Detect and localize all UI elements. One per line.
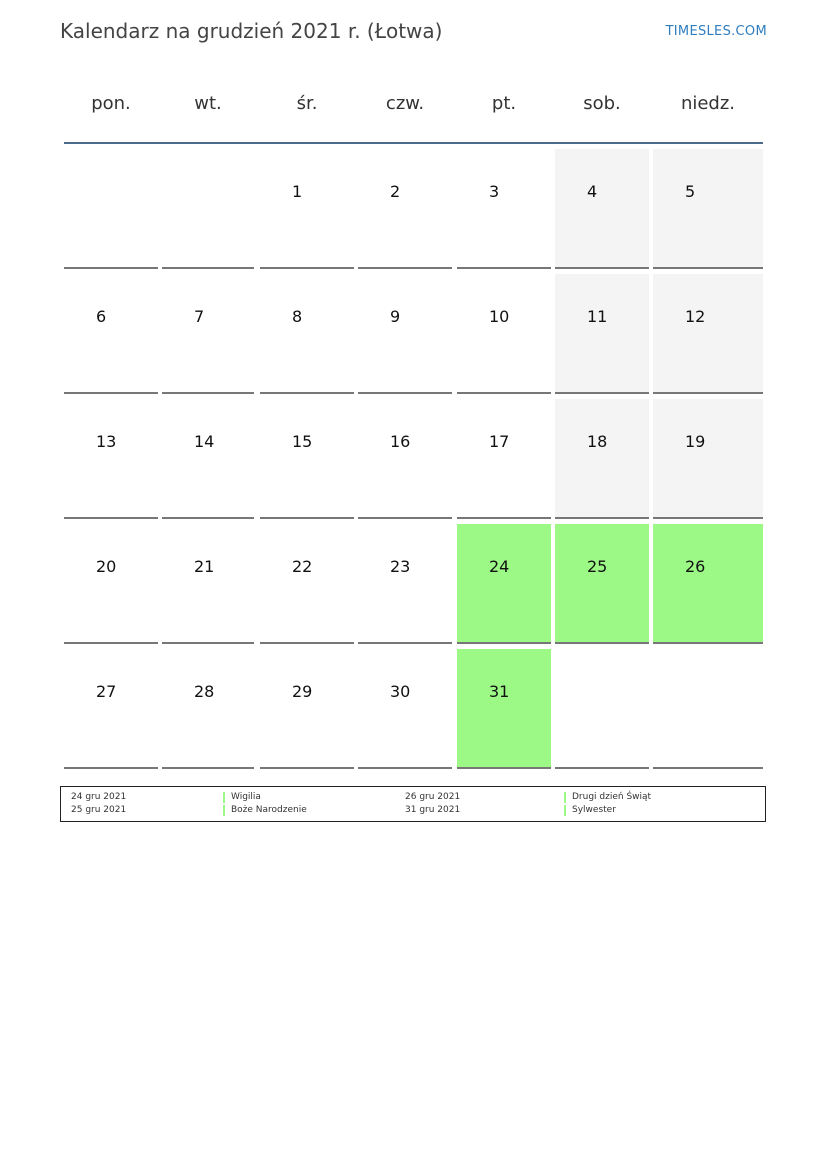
weekday-label: sob. — [583, 93, 621, 114]
day-number: 22 — [292, 557, 313, 576]
legend-holiday-name: Sylwester — [572, 805, 616, 815]
day-cell — [64, 649, 158, 769]
day-number: 27 — [96, 682, 117, 701]
day-number: 18 — [587, 432, 608, 451]
day-cell — [555, 399, 649, 519]
day-cell — [653, 399, 763, 519]
day-cell — [653, 524, 763, 644]
day-number: 9 — [390, 307, 401, 326]
day-number: 2 — [390, 182, 401, 201]
day-cell — [64, 274, 158, 394]
day-cell — [260, 274, 354, 394]
day-cell — [653, 274, 763, 394]
day-number: 15 — [292, 432, 313, 451]
legend-color-marker — [564, 792, 566, 803]
legend-color-marker — [223, 792, 225, 803]
day-cell — [457, 399, 551, 519]
weekday-label: niedz. — [680, 93, 736, 114]
legend-color-marker — [564, 805, 566, 816]
day-number: 25 — [587, 557, 608, 576]
day-number: 26 — [685, 557, 706, 576]
day-number: 29 — [292, 682, 313, 701]
day-number: 19 — [685, 432, 706, 451]
day-number: 7 — [194, 307, 205, 326]
day-cell — [358, 149, 452, 269]
day-cell — [358, 649, 452, 769]
day-cell — [555, 524, 649, 644]
day-number: 11 — [587, 307, 608, 326]
day-number: 16 — [390, 432, 411, 451]
day-cell — [358, 524, 452, 644]
day-number: 23 — [390, 557, 411, 576]
day-cell — [260, 649, 354, 769]
day-cell — [162, 399, 254, 519]
empty-day-cell — [64, 149, 158, 269]
day-number: 5 — [685, 182, 696, 201]
legend-date: 31 gru 2021 — [405, 805, 461, 815]
legend-holiday-name: Boże Narodzenie — [231, 805, 307, 815]
day-cell — [260, 399, 354, 519]
day-number: 13 — [96, 432, 117, 451]
day-number: 8 — [292, 307, 303, 326]
weekday-label: wt. — [194, 93, 222, 114]
day-cell — [162, 649, 254, 769]
legend-holiday-name: Wigilia — [231, 792, 261, 802]
brand-link[interactable]: TIMESLES.COM — [665, 24, 767, 39]
day-cell — [64, 399, 158, 519]
day-number: 24 — [489, 557, 510, 576]
empty-day-cell — [162, 149, 254, 269]
day-cell — [457, 524, 551, 644]
weekday-label: pon. — [91, 93, 131, 114]
day-number: 20 — [96, 557, 117, 576]
day-number: 28 — [194, 682, 215, 701]
day-number: 30 — [390, 682, 411, 701]
day-cell — [162, 274, 254, 394]
legend-date: 25 gru 2021 — [71, 805, 127, 815]
legend-date: 24 gru 2021 — [71, 792, 127, 802]
day-cell — [555, 274, 649, 394]
day-cell — [457, 274, 551, 394]
weekday-label: śr. — [296, 93, 318, 114]
day-number: 1 — [292, 182, 303, 201]
empty-day-cell — [653, 649, 763, 769]
holiday-legend — [60, 786, 766, 822]
day-number: 31 — [489, 682, 510, 701]
day-number: 10 — [489, 307, 510, 326]
day-cell — [457, 649, 551, 769]
weekday-label: czw. — [385, 93, 425, 114]
day-number: 6 — [96, 307, 107, 326]
day-cell — [260, 149, 354, 269]
day-cell — [358, 399, 452, 519]
empty-day-cell — [555, 649, 649, 769]
day-cell — [457, 149, 551, 269]
day-number: 12 — [685, 307, 706, 326]
day-cell — [653, 149, 763, 269]
day-number: 3 — [489, 182, 500, 201]
day-number: 14 — [194, 432, 215, 451]
legend-date: 26 gru 2021 — [405, 792, 461, 802]
day-cell — [162, 524, 254, 644]
day-number: 17 — [489, 432, 510, 451]
legend-holiday-name: Drugi dzień Świąt — [572, 792, 652, 802]
day-cell — [260, 524, 354, 644]
page-title: Kalendarz na grudzień 2021 r. (Łotwa) — [60, 19, 443, 43]
day-cell — [64, 524, 158, 644]
day-cell — [358, 274, 452, 394]
day-cell — [555, 149, 649, 269]
day-number: 21 — [194, 557, 215, 576]
legend-color-marker — [223, 805, 225, 816]
day-number: 4 — [587, 182, 598, 201]
weekday-label: pt. — [491, 93, 517, 114]
